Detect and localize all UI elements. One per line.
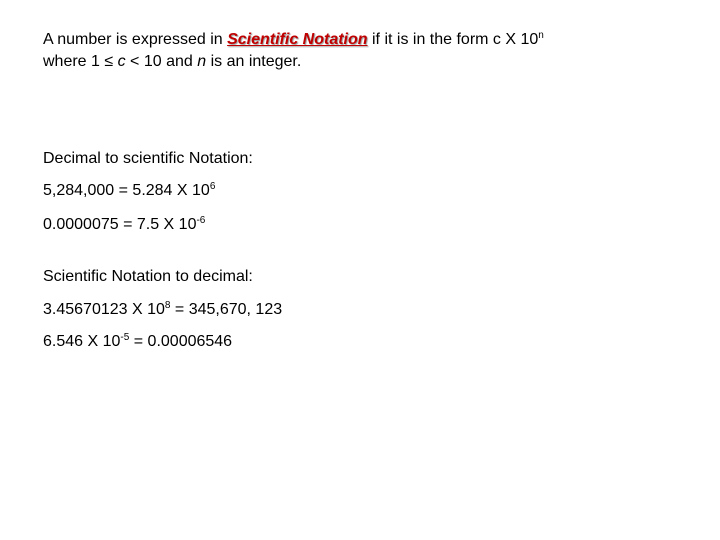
example-exponent: -5: [120, 332, 130, 343]
variable-n: n: [197, 53, 207, 70]
example-tail: = 0.00006546: [129, 333, 233, 350]
example-base: 0.0000075 = 7.5 X 10: [43, 216, 197, 233]
example-tail: = 345,670, 123: [170, 301, 283, 318]
example-exponent: 8: [164, 300, 171, 311]
example-row: [43, 300, 282, 320]
scientific-to-decimal-heading: Scientific Notation to decimal:: [43, 268, 253, 285]
definition-exponent: n: [538, 30, 544, 41]
decimal-to-scientific-heading: Decimal to scientific Notation:: [43, 150, 253, 167]
example-exponent: 6: [209, 181, 216, 192]
definition-line-2: [43, 52, 301, 72]
example-row: [43, 332, 232, 352]
example-exponent: -6: [196, 215, 206, 226]
variable-c: c: [117, 53, 126, 70]
definition-part-1: where 1 ≤: [43, 53, 118, 70]
definition-part-2: < 10 and: [125, 53, 198, 70]
scientific-notation-term: Scientific Notation: [227, 31, 368, 48]
definition-middle: if it is in the form c X 10: [367, 31, 539, 48]
definition-prefix: A number is expressed in: [43, 31, 228, 48]
definition-part-3: is an integer.: [206, 53, 302, 70]
example-base: 5,284,000 = 5.284 X 10: [43, 182, 210, 199]
example-base: 3.45670123 X 10: [43, 301, 165, 318]
example-row: [43, 181, 215, 201]
example-base: 6.546 X 10: [43, 333, 121, 350]
definition-line-1: [43, 30, 544, 50]
example-row: [43, 215, 205, 235]
